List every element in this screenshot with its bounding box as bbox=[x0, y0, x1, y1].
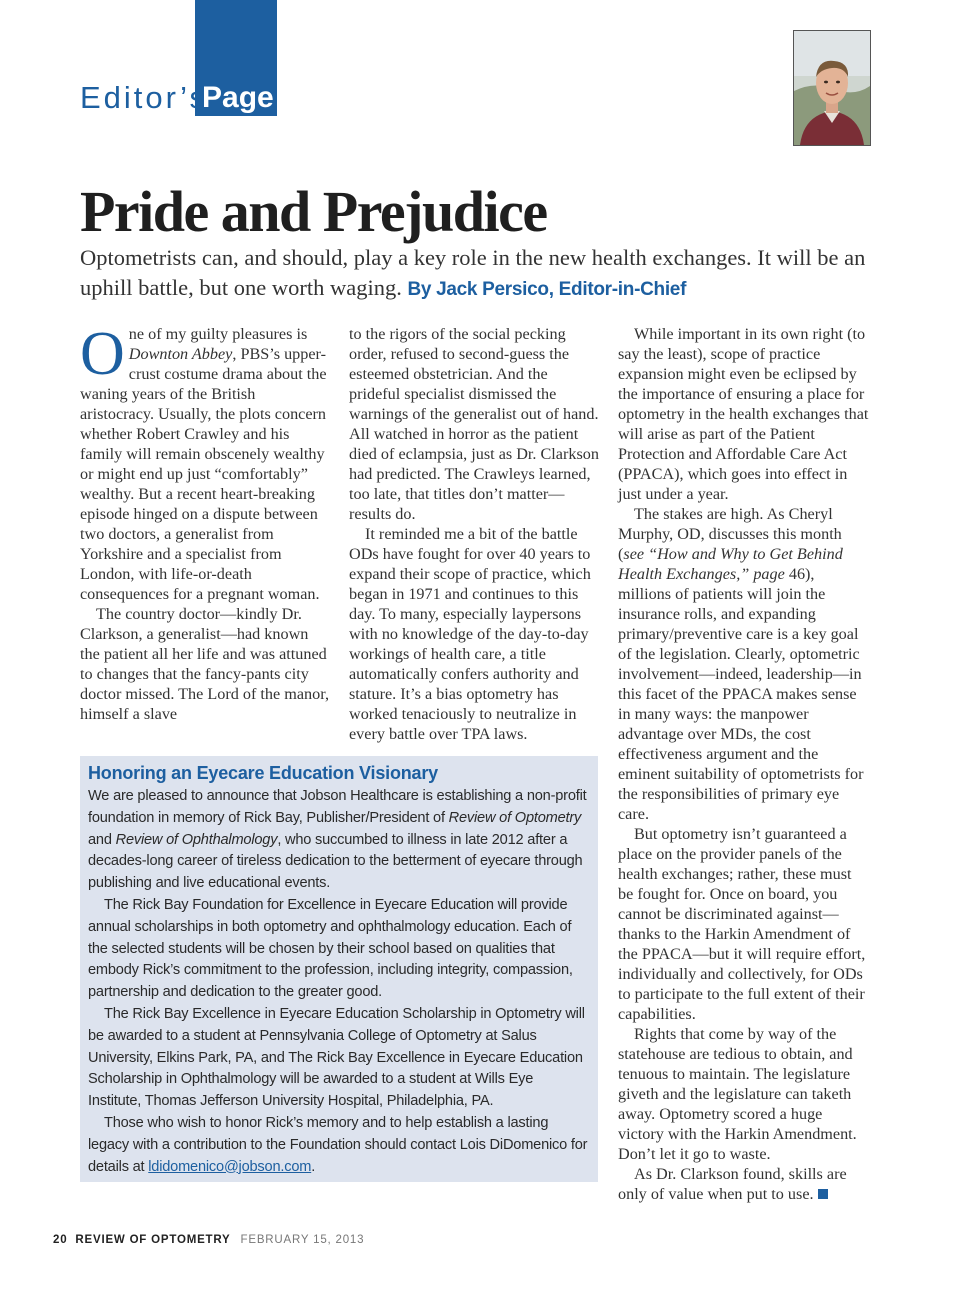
issue-date: FEBRUARY 15, 2013 bbox=[240, 1234, 365, 1246]
sidebar-p1-text-c: , who succumbed to illness in late 2012 after a decades-long career of tireless dedication to the betterment of eyecare through publishing and live educational events. bbox=[88, 831, 583, 892]
col3-p2-text-a: The stakes are high. As Cheryl Murphy, OD, discusses this month ( bbox=[618, 505, 842, 563]
section-label-page: Page bbox=[202, 81, 274, 114]
col3-paragraph-5 bbox=[618, 1164, 870, 1204]
col1-paragraph-2: The country doctor—kindly Dr. Clarkson, a generalist—had known the patient all her life and was attuned to changes that the fancy-pants city doctor missed. The Lord of the manor, himself a slave bbox=[80, 605, 330, 723]
article-deck bbox=[80, 243, 880, 305]
col2-paragraph-2: It reminded me a bit of the battle ODs have fought for over 40 years to expand their scope of practice, which began in 1971 and continues to this day. To many, especially laypersons with no knowledge of the day-to-day workings of health care, a title automatically confers authority and stature. It’s a bias optometry has worked tenaciously to neutralize in every battle over TPA laws. bbox=[349, 525, 591, 743]
deck-text: Optometrists can, and should, play a key role in the new health exchanges. It will be an uphill battle, but one worth waging. bbox=[80, 245, 866, 300]
section-label bbox=[80, 78, 274, 118]
show-title: Downton Abbey bbox=[128, 345, 233, 363]
byline: By Jack Persico, Editor-in-Chief bbox=[407, 279, 687, 300]
editor-portrait-icon bbox=[793, 30, 871, 146]
article-column-2 bbox=[349, 324, 599, 744]
sidebar-box bbox=[80, 756, 598, 1182]
publication-name-optometry: Review of Optometry bbox=[448, 809, 582, 826]
magazine-name: REVIEW OF OPTOMETRY bbox=[75, 1234, 231, 1246]
sidebar-paragraph-1 bbox=[88, 786, 590, 895]
col3-paragraph-3: But optometry isn’t guaranteed a place on the provider panels of the health exchanges; rather, these must be fought for. Once on board, you cannot be discriminated against—thanks to the Harkin Amendment of the PPACA—but it will require effort, individually and collectively, for ODs to participate to the full extent of their capabilities. bbox=[618, 825, 866, 1023]
article-column-1 bbox=[80, 320, 332, 724]
sidebar-paragraph-3: The Rick Bay Excellence in Eyecare Education Scholarship in Optometry will be awarded to a student at Pennsylvania College of Optometry at Salus University, Elkins Park, PA, and The Rick Bay Excellence in Eyecare Education Scholarship in Ophthalmology will be awarded to a student at Wills Eye Institute, Thomas Jefferson University Hospital, Philadelphia, PA. bbox=[88, 1005, 585, 1110]
end-mark-icon bbox=[818, 1189, 828, 1199]
col3-paragraph-2 bbox=[618, 504, 870, 824]
sidebar-paragraph-2: The Rick Bay Foundation for Excellence in Eyecare Education will provide annual scholarships in both optometry and ophthalmology education. Each of the selected students will be chosen by their school based on qualities that embody Rick’s commitment to the profession, including integrity, compassion, partnership and dedication to the greater good. bbox=[88, 896, 573, 1001]
sidebar-p4-text-b: . bbox=[311, 1158, 316, 1175]
sidebar-title: Honoring an Eyecare Education Visionary bbox=[88, 763, 438, 783]
sidebar-p1-text-b: and bbox=[88, 831, 116, 848]
page-footer bbox=[53, 1234, 364, 1246]
drop-cap: O bbox=[80, 320, 125, 388]
article-column-3 bbox=[618, 324, 870, 1204]
cross-reference-page: 46 bbox=[784, 565, 806, 583]
cross-reference: see “How and Why to Get Behind Health Exchanges,” page bbox=[618, 545, 843, 583]
col2-paragraph-1: to the rigors of the social pecking order, refused to second-guess the esteemed obstetrician. And the prideful specialist dismissed the warnings of the generalist out of hand. All watched in horror as the patient died of eclampsia, just as Dr. Clarkson had predicted. The Crawleys learned, too late, that titles don’t matter—results do. bbox=[349, 325, 599, 523]
col1-p1-text-a: ne of my guilty pleasures is bbox=[128, 325, 308, 343]
col1-p1-text-b: , PBS’s upper-crust costume drama about the waning years of the British aristocracy. Usually, the plots concern whether Robert Crawley and his family will remain obscenely wealthy or might end up just “comfortably” wealthy. But a recent heart-breaking episode hinged on a dispute between two doctors, a generalist from Yorkshire and a specialist from London, with life-or-death consequences for a pregnant woman. bbox=[80, 345, 327, 603]
sidebar-p1-text-a: We are pleased to announce that Jobson Healthcare is establishing a non-profit foundation in memory of Rick Bay, Publisher/President of bbox=[88, 788, 587, 826]
col3-p2-text-b: ), millions of patients will join the insurance rolls, and expanding primary/preventive care is a key goal of the legislation. Clearly, optometric involvement—indeed, leadership—in this facet of the PPACA makes sense in many ways: the manpower advantage over MDs, the cost effectiveness argument and the eminent suitability of optometrists for the responsibilities of primary eye care. bbox=[618, 565, 864, 823]
article-title: Pride and Prejudice bbox=[80, 179, 547, 244]
sidebar-p4-text-a: Those who wish to honor Rick’s memory and to help establish a lasting legacy with a contribution to the Foundation should contact Lois DiDomenico for details at bbox=[88, 1114, 588, 1175]
contact-email-link[interactable]: ldidomenico@jobson.com bbox=[148, 1158, 312, 1175]
page-number: 20 bbox=[53, 1234, 68, 1246]
sidebar-paragraph-4 bbox=[88, 1113, 590, 1178]
col1-paragraph-1 bbox=[80, 320, 332, 604]
col3-paragraph-1: While important in its own right (to say the least), scope of practice expansion might even be eclipsed by the importance of ensuring a place for optometry in the health exchanges that will arise as part of the Patient Protection and Affordable Care Act (PPACA), which goes into effect in just under a year. bbox=[618, 325, 869, 503]
col3-paragraph-4: Rights that come by way of the statehouse are tedious to obtain, and tenuous to maintain. The legislature giveth and the legislature can taketh away. Optometry scored a huge victory with the Harkin Amendment. Don’t let it go to waste. bbox=[618, 1025, 857, 1163]
col3-p5-text: As Dr. Clarkson found, skills are only of value when put to use. bbox=[618, 1165, 847, 1203]
publication-name-ophthalmology: Review of Ophthalmology bbox=[115, 831, 278, 848]
section-label-editors: Editor’s bbox=[80, 80, 208, 115]
